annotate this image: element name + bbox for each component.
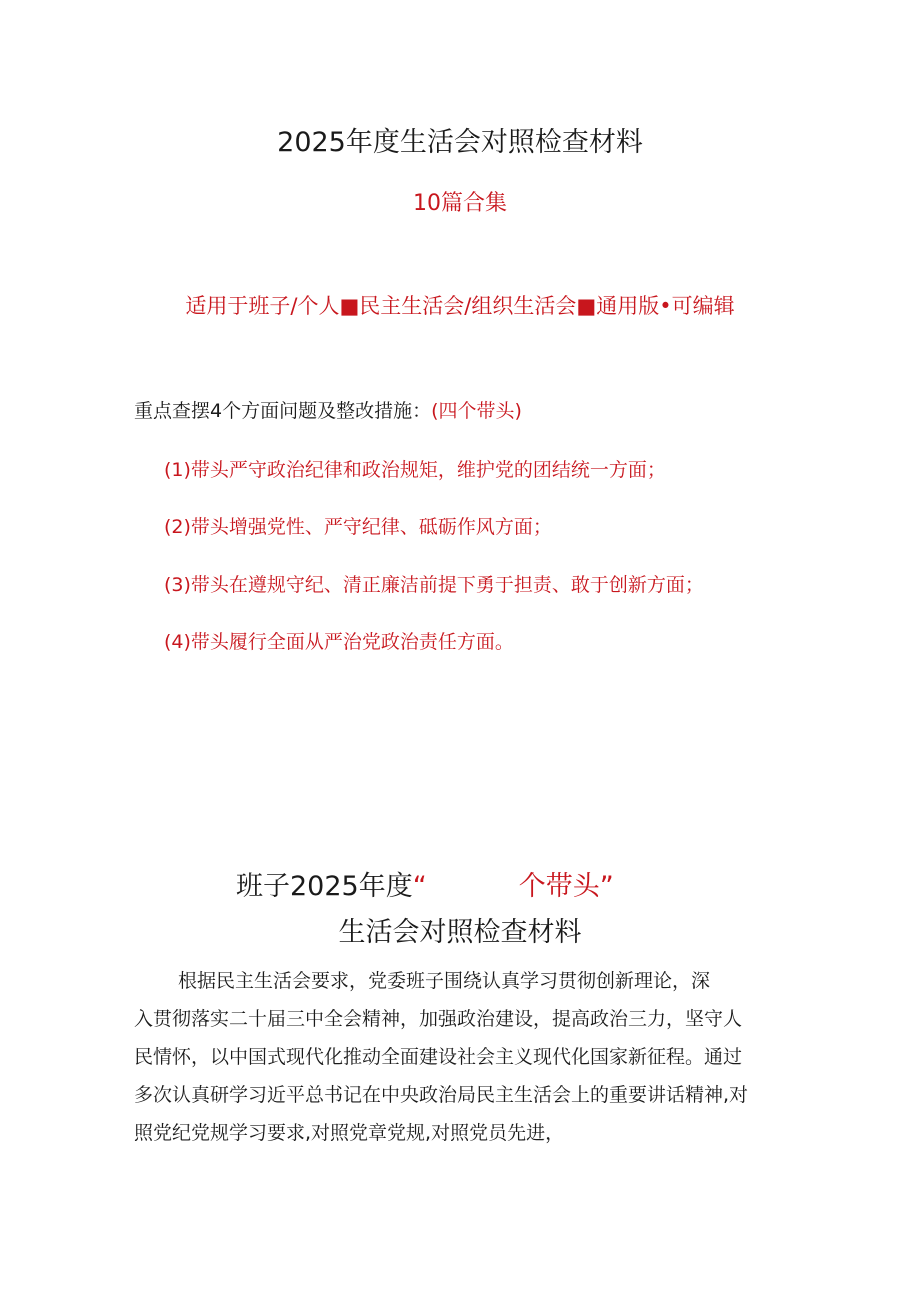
review-heading xyxy=(134,396,522,423)
review-heading-tag: (四个带头) xyxy=(431,400,522,422)
document-subtitle: 10篇合集 xyxy=(413,191,507,216)
review-item: (3)带头在遵规守纪、清正廉洁前提下勇于担责、敢于创新方面； xyxy=(164,574,704,596)
section-title-prefix: 班子2025年度 xyxy=(236,871,413,902)
body-paragraph xyxy=(134,962,794,1152)
section-title-open-quote: “ xyxy=(412,871,427,902)
review-item: (1)带头严守政治纪律和政治规矩，维护党的团结统一方面； xyxy=(164,459,666,481)
review-item: (4)带头履行全面从严治党政治责任方面。 xyxy=(164,631,514,653)
body-line: 照党纪党规学习要求,对照党章党规,对照党员先进， xyxy=(134,1122,565,1144)
applicability-note: 适用于班子/个人■民主生活会/组织生活会■通用版•可编辑 xyxy=(185,294,735,318)
section-title xyxy=(236,864,614,903)
body-line: 入贯彻落实二十届三中全会精神，加强政治建设，提高政治三力，坚守人 xyxy=(134,1008,743,1030)
section-title-highlight: 个带头” xyxy=(518,871,614,902)
review-item: (2)带头增强党性、严守纪律、砥砺作风方面； xyxy=(164,516,552,538)
body-line: 民情怀，以中国式现代化推动全面建设社会主义现代化国家新征程。通过 xyxy=(134,1046,743,1068)
body-line: 多次认真研学习近平总书记在中央政治局民主生活会上的重要讲话精神,对 xyxy=(134,1084,749,1106)
review-heading-text: 重点查摆4个方面问题及整改措施： xyxy=(134,400,432,422)
body-line: 根据民主生活会要求，党委班子围绕认真学习贯彻创新理论，深 xyxy=(178,970,711,992)
section-title-line2: 生活会对照检查材料 xyxy=(338,917,582,948)
document-title: 2025年度生活会对照检查材料 xyxy=(277,127,643,158)
